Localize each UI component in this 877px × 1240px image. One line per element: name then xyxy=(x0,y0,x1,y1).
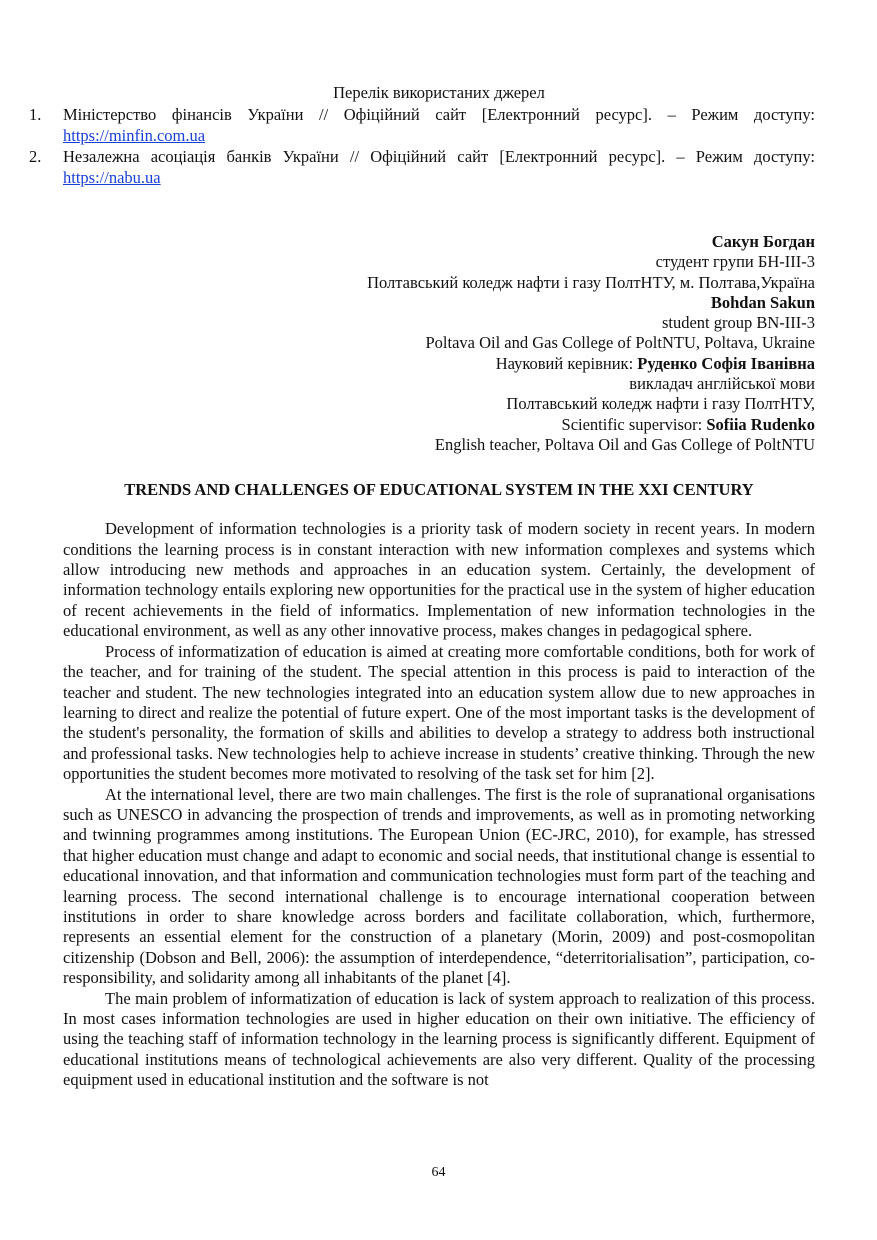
supervisor-role-uk: викладач англійської мови xyxy=(629,374,815,394)
author-group-en: student group BN-III-3 xyxy=(661,313,815,333)
article-body xyxy=(63,519,815,1090)
reference-number: 2. xyxy=(29,147,42,166)
reference-text: Міністерство фінансів України // Офіційний сайт [Електронний ресурс]. – Режим доступу: xyxy=(63,105,815,124)
supervisor-college-uk: Полтавський коледж нафти і газу ПолтНТУ, xyxy=(506,394,815,414)
author-college-uk: Полтавський коледж нафти і газу ПолтНТУ, м. Полтава,Україна xyxy=(367,272,815,292)
body-paragraph: At the international level, there are two main challenges. The first is the role of supranational organisations such as UNESCO in advancing the prospection of trends and improvements, as well as in promoting networking and twinning programmes among institutions. The European Union (EC-JRC, 2010), for example, has stressed that higher education must change and adapt to economic and social needs, that institutional change is essential to educational innovation, and that information and communication technologies must form part of the teaching and learning process. The second international challenge is to encourage international cooperation between institutions in order to share knowledge across borders and facilitate collaboration, which, furthermore, represents an essential element for the construction of a planetary (Morin, 2009) and post-cosmopolitan citizenship (Dobson and Bell, 2006): the assumption of interdependence, “deterritorialisation”, participation, co-responsibility, and solidarity among all inhabitants of the planet [4]. xyxy=(63,784,815,988)
supervisor-label-uk: Науковий керівник: xyxy=(495,353,638,373)
reference-item xyxy=(29,104,815,146)
reference-link[interactable]: https://minfin.com.ua xyxy=(63,126,206,145)
supervisor-line-en xyxy=(63,415,815,435)
document-page xyxy=(29,82,815,1091)
reference-text: Незалежна асоціація банків України // Офіційний сайт [Електронний ресурс]. – Режим доступу: xyxy=(63,147,815,166)
body-paragraph: Process of informatization of education is aimed at creating more comfortable conditions, both for work of the teacher, and for training of the student. The special attention in this process is paid to interaction of the teacher and student. The new technologies integrated into an education system allow due to new approaches in learning to direct and realize the potential of future expert. One of the most important tasks is the development of the student's personality, the formation of skills and abilities to develop a strategy to address both instructional and professional tasks. New technologies help to achieve increase in students’ creative thinking. Through the new opportunities the student becomes more motivated to resolving of the task set for him [2]. xyxy=(63,641,815,784)
author-college-en: Poltava Oil and Gas College of PoltNTU, Poltava, Ukraine xyxy=(425,333,815,353)
references-list xyxy=(29,104,815,188)
body-paragraph: Development of information technologies is a priority task of modern society in recent years. In modern conditions the learning process is in constant interaction with new information complexes and systems which allow introducing new methods and approaches in an education system. Certainly, the development of information technology entails exploring new opportunities for the practical use in the system of higher education of recent achievements in the field of informatics. Implementation of new information technologies in the educational environment, as well as any other innovative process, makes changes in pedagogical sphere. xyxy=(63,519,815,641)
supervisor-name-en: Sofiia Rudenko xyxy=(706,414,815,434)
author-block xyxy=(63,232,815,455)
reference-number: 1. xyxy=(29,105,42,124)
page-number: 64 xyxy=(431,1165,446,1180)
supervisor-line-uk xyxy=(63,354,815,374)
reference-item xyxy=(29,146,815,188)
body-paragraph: The main problem of informatization of education is lack of system approach to realization of this process. In most cases information technologies are used in higher education on their own initiative. The efficiency of using the teaching staff of information technology in the learning process is significantly different. Equipment of educational institutions means of technological achievements are also very different. Quality of the processing equipment used in educational institution and the software is not xyxy=(63,988,815,1090)
author-name-uk: Сакун Богдан xyxy=(711,232,815,251)
supervisor-name-uk: Руденко Софія Іванівна xyxy=(637,353,815,373)
author-group-uk: студент групи БН-ІІІ-3 xyxy=(655,252,815,272)
reference-link[interactable]: https://nabu.ua xyxy=(63,168,161,187)
article-title: TRENDS AND CHALLENGES OF EDUCATIONAL SYSTEM IN THE XXI CENTURY xyxy=(124,480,754,500)
supervisor-role-en: English teacher, Poltava Oil and Gas College of PoltNTU xyxy=(434,434,815,454)
author-name-en: Bohdan Sakun xyxy=(710,292,815,312)
supervisor-label-en: Scientific supervisor: xyxy=(561,414,707,434)
references-title: Перелік використаних джерел xyxy=(333,83,545,102)
